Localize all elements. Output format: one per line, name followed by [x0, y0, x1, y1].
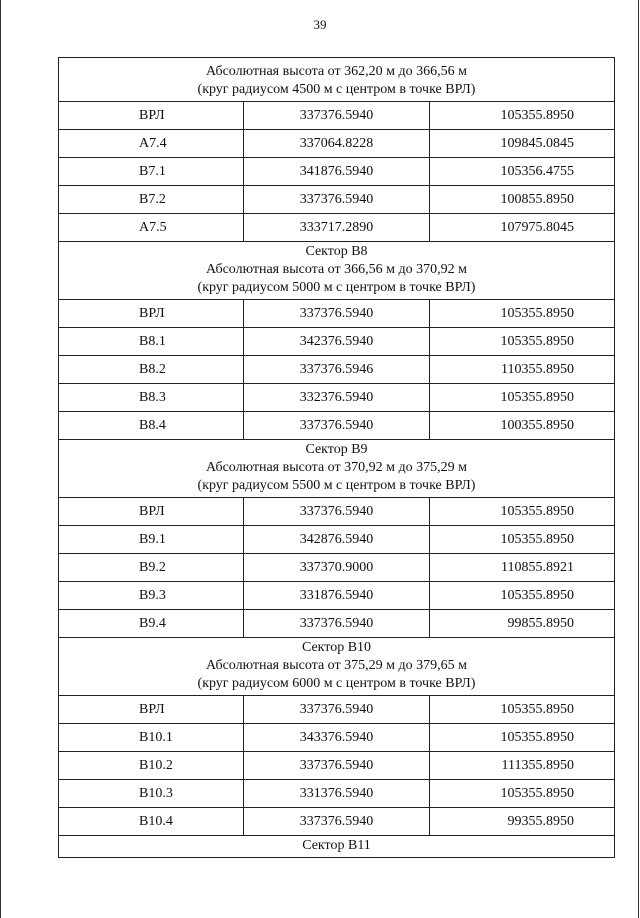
section-title-line: (круг радиусом 6000 м с центром в точке ВРЛ)	[197, 676, 476, 691]
y-coordinate-cell: 99855.8950	[429, 610, 614, 638]
coordinates-table-body	[59, 58, 615, 858]
table-row	[59, 356, 615, 384]
table-row	[59, 780, 615, 808]
section-header	[59, 836, 615, 858]
table-row	[59, 582, 615, 610]
point-name-cell: В7.1	[59, 158, 244, 186]
x-coordinate-cell: 343376.5940	[244, 724, 429, 752]
table-row	[59, 554, 615, 582]
table-row	[59, 752, 615, 780]
section-header	[59, 242, 615, 300]
point-name-cell: ВРЛ	[59, 696, 244, 724]
point-name-cell: В9.3	[59, 582, 244, 610]
section-title-line: Абсолютная высота от 366,56 м до 370,92 м	[206, 262, 467, 277]
point-name-cell: В10.4	[59, 808, 244, 836]
section-title-line: (круг радиусом 5500 м с центром в точке ВРЛ)	[197, 478, 476, 493]
point-name-cell: ВРЛ	[59, 300, 244, 328]
section-title-line: Абсолютная высота от 362,20 м до 366,56 м	[206, 64, 467, 79]
y-coordinate-cell: 105355.8950	[429, 582, 614, 610]
y-coordinate-cell: 105355.8950	[429, 724, 614, 752]
section-title-line: Абсолютная высота от 375,29 м до 379,65 м	[206, 658, 467, 673]
coordinates-table-container	[58, 57, 615, 858]
x-coordinate-cell: 342876.5940	[244, 526, 429, 554]
table-row	[59, 384, 615, 412]
section-title-line: Сектор В9	[305, 442, 368, 457]
point-name-cell: В8.2	[59, 356, 244, 384]
x-coordinate-cell: 332376.5940	[244, 384, 429, 412]
table-row	[59, 186, 615, 214]
y-coordinate-cell: 105355.8950	[429, 696, 614, 724]
point-name-cell: В8.4	[59, 412, 244, 440]
table-row	[59, 724, 615, 752]
point-name-cell: В10.2	[59, 752, 244, 780]
table-row	[59, 158, 615, 186]
section-header-row	[59, 440, 615, 498]
y-coordinate-cell: 100355.8950	[429, 412, 614, 440]
x-coordinate-cell: 337376.5940	[244, 498, 429, 526]
x-coordinate-cell: 337376.5940	[244, 412, 429, 440]
point-name-cell: В8.3	[59, 384, 244, 412]
y-coordinate-cell: 105355.8950	[429, 300, 614, 328]
section-header-row	[59, 58, 615, 102]
table-row	[59, 808, 615, 836]
x-coordinate-cell: 333717.2890	[244, 214, 429, 242]
y-coordinate-cell: 105355.8950	[429, 384, 614, 412]
table-row	[59, 328, 615, 356]
y-coordinate-cell: 105355.8950	[429, 526, 614, 554]
coordinates-table	[58, 57, 615, 858]
x-coordinate-cell: 337376.5940	[244, 808, 429, 836]
section-title-line: Сектор В10	[301, 640, 372, 655]
page-number: 39	[313, 17, 327, 32]
section-header	[59, 58, 615, 102]
point-name-cell: ВРЛ	[59, 498, 244, 526]
y-coordinate-cell: 109845.0845	[429, 130, 614, 158]
x-coordinate-cell: 342376.5940	[244, 328, 429, 356]
x-coordinate-cell: 337376.5940	[244, 610, 429, 638]
x-coordinate-cell: 331376.5940	[244, 780, 429, 808]
x-coordinate-cell: 337376.5940	[244, 300, 429, 328]
scan-edge-left	[0, 0, 1, 918]
table-row	[59, 696, 615, 724]
table-row	[59, 300, 615, 328]
section-header	[59, 638, 615, 696]
y-coordinate-cell: 107975.8045	[429, 214, 614, 242]
y-coordinate-cell: 110355.8950	[429, 356, 614, 384]
table-row	[59, 412, 615, 440]
point-name-cell: В9.2	[59, 554, 244, 582]
table-row	[59, 102, 615, 130]
table-row	[59, 526, 615, 554]
point-name-cell: В8.1	[59, 328, 244, 356]
table-row	[59, 498, 615, 526]
x-coordinate-cell: 337376.5940	[244, 752, 429, 780]
y-coordinate-cell: 105355.8950	[429, 780, 614, 808]
x-coordinate-cell: 337370.9000	[244, 554, 429, 582]
y-coordinate-cell: 111355.8950	[429, 752, 614, 780]
section-header-row	[59, 242, 615, 300]
scan-edge-right	[638, 0, 639, 918]
x-coordinate-cell: 331876.5940	[244, 582, 429, 610]
table-row	[59, 130, 615, 158]
y-coordinate-cell: 100855.8950	[429, 186, 614, 214]
section-title-line: (круг радиусом 5000 м с центром в точке ВРЛ)	[197, 280, 476, 295]
y-coordinate-cell: 110855.8921	[429, 554, 614, 582]
table-row	[59, 214, 615, 242]
table-row	[59, 610, 615, 638]
y-coordinate-cell: 105355.8950	[429, 498, 614, 526]
x-coordinate-cell: 337376.5946	[244, 356, 429, 384]
y-coordinate-cell: 105356.4755	[429, 158, 614, 186]
point-name-cell: В10.1	[59, 724, 244, 752]
section-header-row	[59, 836, 615, 858]
point-name-cell: В7.2	[59, 186, 244, 214]
y-coordinate-cell: 99355.8950	[429, 808, 614, 836]
section-title-line: Сектор В8	[305, 244, 368, 259]
x-coordinate-cell: 337376.5940	[244, 696, 429, 724]
x-coordinate-cell: 337376.5940	[244, 102, 429, 130]
point-name-cell: В9.4	[59, 610, 244, 638]
point-name-cell: ВРЛ	[59, 102, 244, 130]
x-coordinate-cell: 337064.8228	[244, 130, 429, 158]
section-title-line: (круг радиусом 4500 м с центром в точке ВРЛ)	[197, 82, 476, 97]
x-coordinate-cell: 341876.5940	[244, 158, 429, 186]
section-title-line: Сектор В11	[302, 838, 371, 853]
section-header	[59, 440, 615, 498]
point-name-cell: А7.4	[59, 130, 244, 158]
y-coordinate-cell: 105355.8950	[429, 328, 614, 356]
point-name-cell: А7.5	[59, 214, 244, 242]
point-name-cell: В10.3	[59, 780, 244, 808]
section-header-row	[59, 638, 615, 696]
section-title-line: Абсолютная высота от 370,92 м до 375,29 м	[206, 460, 467, 475]
point-name-cell: В9.1	[59, 526, 244, 554]
y-coordinate-cell: 105355.8950	[429, 102, 614, 130]
x-coordinate-cell: 337376.5940	[244, 186, 429, 214]
